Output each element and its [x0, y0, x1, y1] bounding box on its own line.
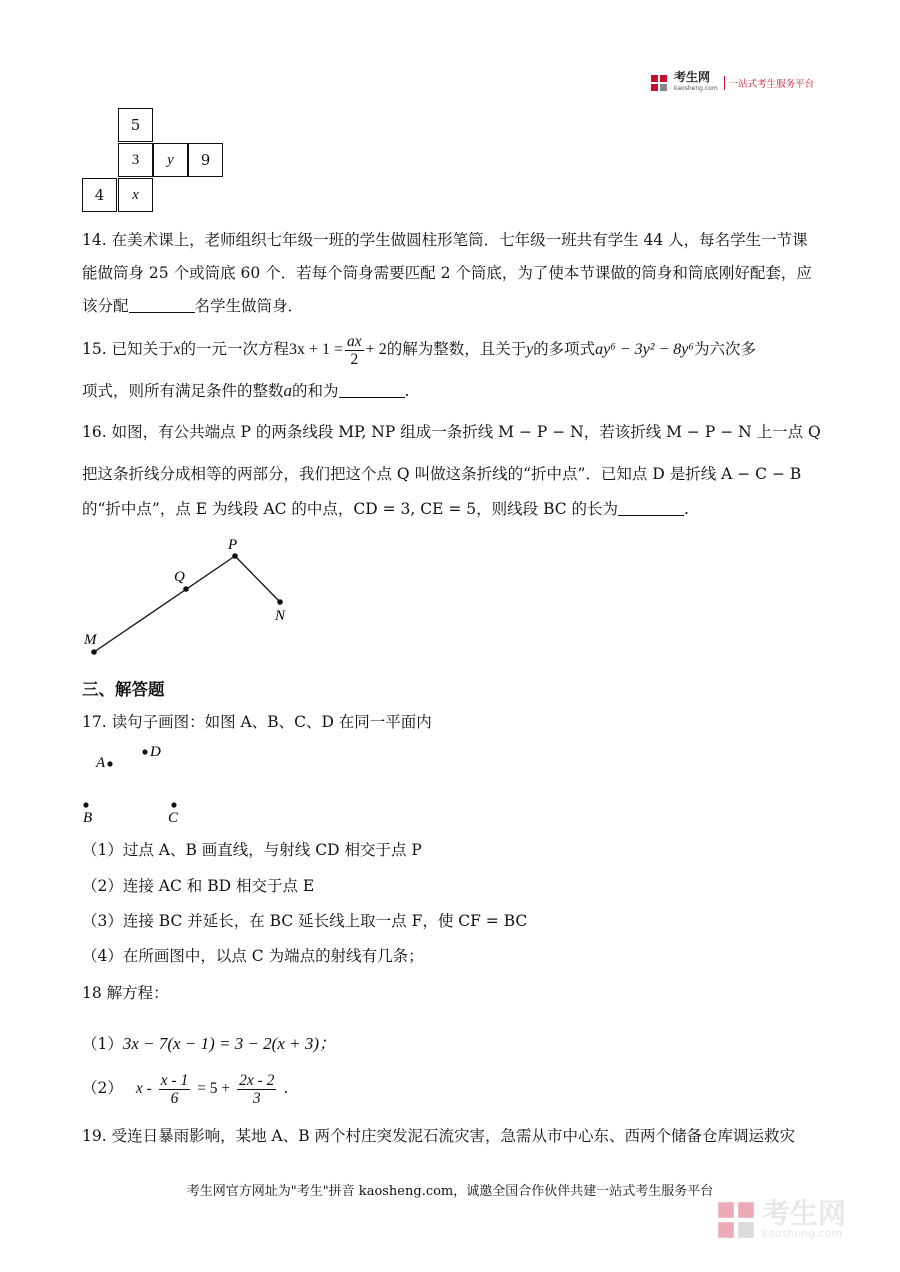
- segment-pn: [235, 556, 280, 602]
- point-q: [183, 586, 189, 592]
- q17-step2: （2）连接 AC 和 BD 相交于点 E: [82, 877, 315, 895]
- fraction-numerator: 2x - 2: [239, 1071, 275, 1089]
- label-d: D: [150, 744, 161, 760]
- answer-blank: [618, 501, 684, 516]
- footer-watermark: [716, 1197, 847, 1240]
- label-c: C: [168, 810, 179, 826]
- fraction-numerator: x - 1: [160, 1071, 189, 1089]
- q18-title: 18 解方程：: [82, 984, 169, 1002]
- grid-cell: 3: [118, 143, 153, 177]
- logo-subtext: kaosheng.com: [674, 85, 718, 92]
- fold-line-figure: [80, 530, 310, 660]
- equation-2-term: x -: [135, 1080, 152, 1097]
- polynomial: ay⁶ − 3y² − 8y⁶: [595, 341, 694, 358]
- grid-cell: 5: [118, 108, 153, 142]
- point-b: [83, 802, 88, 807]
- grid-cell: y: [153, 143, 188, 177]
- q14-line2: 能做筒身 25 个或筒底 60 个．若每个筒身需要匹配 2 个筒底，为了使本节课做的筒身和筒底刚好配套，应: [82, 264, 812, 282]
- fraction-1: [159, 1072, 191, 1107]
- equation-2-term: = 5 +: [197, 1080, 231, 1097]
- q15-text: 为六次多: [693, 340, 756, 358]
- equation-1: 3x − 7(x − 1) = 3 − 2(x + 3)；: [122, 1034, 337, 1053]
- logo-text: 考生网: [674, 70, 711, 84]
- q15-line2: [82, 381, 409, 401]
- q15-text: 的一元一次方程: [180, 340, 289, 358]
- segment-mp: [94, 556, 235, 652]
- q17-step4: （4）在所画图中，以点 C 为端点的射线有几条；: [82, 947, 424, 965]
- fraction-2: [237, 1072, 276, 1107]
- q16-line2: 把这条折线分成相等的两部分，我们把这个点 Q 叫做这条折线的“折中点”．已知点 D 是折线 A − C − B: [82, 465, 802, 483]
- label-n: N: [275, 608, 286, 624]
- fraction-denominator: 2: [350, 350, 359, 368]
- cube-net-grid: [82, 108, 232, 214]
- q19-line1: 19. 受连日暴雨影响，某地 A、B 两个村庄突发泥石流灾害，急需从市中心东、西两个储备仓库调运救灾: [82, 1127, 796, 1145]
- q16-text: .: [684, 500, 689, 518]
- q15-text: 的多项式: [533, 340, 596, 358]
- point-d: [142, 749, 147, 754]
- part-label: （2）: [82, 1079, 123, 1097]
- header-logo: [650, 72, 814, 94]
- watermark-logo-icon: [716, 1200, 756, 1240]
- answer-blank: [129, 298, 195, 313]
- q15-text: 的和为: [292, 382, 339, 400]
- point-n: [277, 599, 283, 605]
- watermark-subtext: kaosheng.com: [762, 1227, 843, 1240]
- equation-right: + 2: [365, 341, 387, 358]
- fraction-ax-2: [345, 333, 364, 368]
- fraction-denominator: 6: [170, 1089, 179, 1107]
- q15-text: 15. 已知关于: [82, 340, 174, 358]
- label-b: B: [83, 810, 93, 826]
- q17-title: 17. 读句子画图：如图 A、B、C、D 在同一平面内: [82, 713, 432, 731]
- point-m: [91, 649, 97, 655]
- var-a: a: [283, 381, 293, 400]
- header-slogan: 一站式考生服务平台: [724, 76, 815, 90]
- equation-2-term: .: [283, 1079, 289, 1097]
- grid-cell: 4: [82, 178, 117, 212]
- q17-step3: （3）连接 BC 并延长，在 BC 延长线上取一点 F，使 CF = BC: [82, 912, 528, 930]
- kaosheng-logo-icon: [650, 74, 668, 92]
- q15-line1: [82, 330, 756, 369]
- label-q: Q: [174, 569, 185, 585]
- section-title: 三、解答题: [82, 680, 165, 699]
- q15-text: .: [404, 382, 410, 400]
- label-p: P: [228, 537, 238, 553]
- q18-part1: [82, 1034, 336, 1054]
- grid-cell: x: [118, 178, 153, 212]
- q14-line3-b: 名学生做筒身．: [194, 297, 304, 315]
- point-c: [171, 802, 176, 807]
- fraction-denominator: 3: [252, 1089, 261, 1107]
- q17-step1: （1）过点 A、B 画直线，与射线 CD 相交于点 P: [82, 841, 422, 859]
- q15-text: 项式，则所有满足条件的整数: [82, 382, 284, 400]
- fraction-numerator: ax: [347, 332, 362, 350]
- q18-part2: [82, 1068, 288, 1109]
- q16-line3: [82, 499, 689, 519]
- points-figure: [80, 738, 210, 828]
- answer-blank: [339, 383, 405, 398]
- grid-cell: 9: [188, 143, 223, 177]
- label-a: A: [96, 755, 106, 771]
- q16-text: 的“折中点”，点 E 为线段 AC 的中点，CD = 3, CE = 5，则线段 BC 的长为: [82, 500, 619, 518]
- footer-text: 考生网官方网址为"考生"拼音 kaosheng.com，诚邀全国合作伙伴共建一站式考生服务平台: [186, 1184, 714, 1199]
- q15-text: 的解为整数，且关于: [386, 340, 527, 358]
- q14-line1: 14. 在美术课上，老师组织七年级一班的学生做圆柱形笔筒．七年级一班共有学生 44 人，每名学生一节课: [82, 231, 808, 249]
- q14-line3: [82, 296, 303, 316]
- watermark-text: 考生网: [762, 1197, 847, 1230]
- equation-left: 3x + 1 =: [288, 341, 344, 358]
- label-m: M: [84, 632, 97, 648]
- point-p: [232, 553, 238, 559]
- q14-line3-a: 该分配: [82, 297, 129, 315]
- q16-line1: 16. 如图，有公共端点 P 的两条线段 MP, NP 组成一条折线 M − P − N，若该折线 M − P − N 上一点 Q: [82, 423, 821, 441]
- part-label: （1）: [82, 1035, 123, 1053]
- var-y: y: [526, 341, 534, 358]
- point-a: [107, 761, 112, 766]
- var-x: x: [173, 341, 181, 358]
